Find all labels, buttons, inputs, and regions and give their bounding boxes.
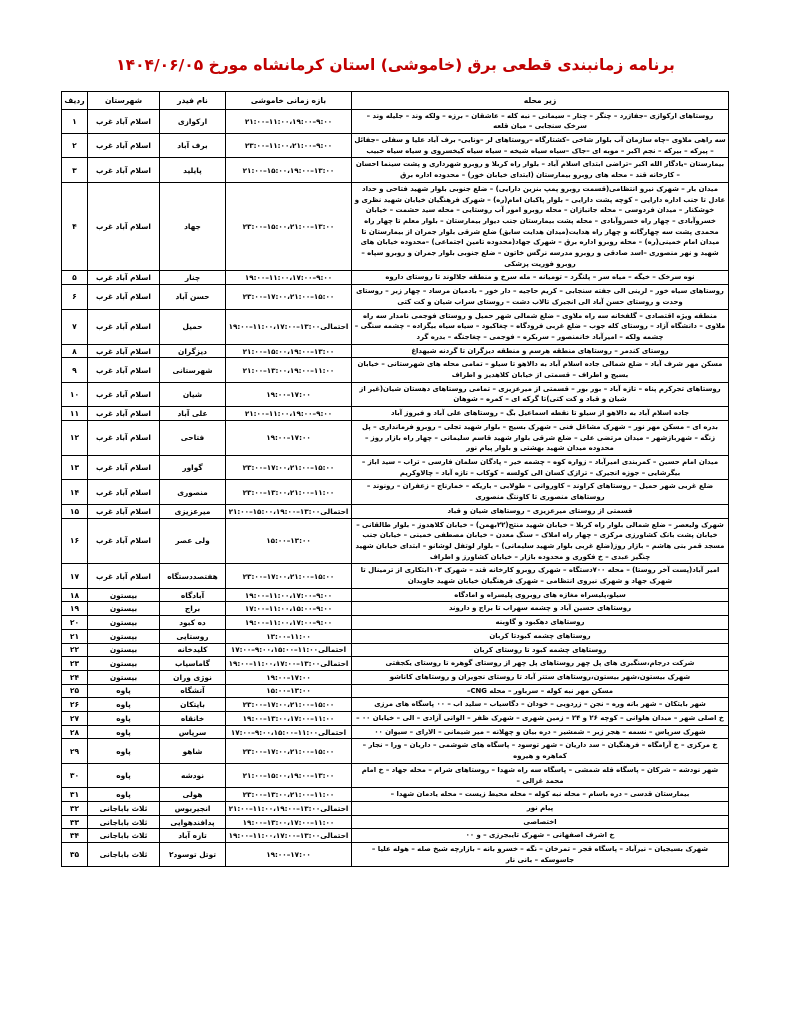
cell-time-range: احتمالی۱۳:۰۰–۱۵:۰۰،۱۹:۰۰–۲۱:۰۰ (226, 504, 352, 518)
cell-row-number: ۱۲ (62, 420, 88, 455)
cell-sub-area: شهرک بسیجیان – نیرآباد – پاسگاه قجر – تمرخان – نگه – خسرو بانه – بازارچه شیخ صله – هوله علیا – جاسوسکه – بانی نار (352, 843, 729, 867)
table-row (62, 504, 729, 518)
table-row (62, 382, 729, 406)
cell-city: اسلام آباد غرب (88, 109, 160, 133)
cell-row-number: ۷ (62, 309, 88, 344)
table-row (62, 843, 729, 867)
cell-feeder: شهرستانی (160, 358, 226, 382)
table-row (62, 788, 729, 802)
cell-sub-area: مسکن مهر شرف آباد – ضلع شمالی جاده اسلام آباد به دالاهو تا سیلو – تمامی محله های شهرستانی – خیابان بسیج و اطراف – قسمتی از خیابان کلاهدیز و اطراف (352, 358, 729, 382)
cell-feeder: حمیل (160, 309, 226, 344)
cell-time-range: ۱۱:۰۰–۱۳:۰۰،۱۹:۰۰–۲۱:۰۰ (226, 358, 352, 382)
cell-feeder: انجیربوس (160, 801, 226, 815)
cell-time-range: احتمالی۱۳:۰۰–۱۱:۰۰،۱۹:۰۰–۲۱:۰۰ (226, 801, 352, 815)
cell-row-number: ۳۰ (62, 763, 88, 787)
cell-feeder: ولی عصر (160, 518, 226, 564)
table-row (62, 564, 729, 588)
cell-city: بیستون (88, 629, 160, 643)
cell-time-range: احتمالی۱۱:۰۰–۹:۰۰،۱۵:۰۰–۱۷:۰۰ (226, 643, 352, 657)
cell-time-range: ۱۳:۰۰–۱۵:۰۰ (226, 684, 352, 698)
table-row (62, 616, 729, 630)
cell-row-number: ۱ (62, 109, 88, 133)
cell-feeder: روستایی (160, 629, 226, 643)
cell-time-range: احتمالی۱۳:۰۰–۱۱:۰۰،۱۷:۰۰–۱۹:۰۰ (226, 657, 352, 671)
cell-city: اسلام آباد غرب (88, 504, 160, 518)
cell-sub-area: سه راهی ملاوی –چاه سازمان آب بلوار شاخی –کشتارگاه –روستاهای لر –ونایی- برف آباد علیا و سفلی –جفائل – پیرکه – بیرکه – نجم اکبر – موبه ای –جاک –سیاه سیاه شیخه – سیاه سیاه کیخسروی و سیاه سیاه حبیب (352, 134, 729, 158)
cell-row-number: ۳۱ (62, 788, 88, 802)
cell-sub-area: خ مرکزی – خ آرامگاه – فرهنگیان – سد داریان – شهر توسود – پاسگاه های شوشمی – داریان – ورا – نجار – کماهره و هیروه (352, 739, 729, 763)
cell-sub-area: شهر نودشه – شرکان – پاسگاه قله شمشی – پاسگاه سه راه شهدا – روستاهای شرام – محله جهاد – خ امام محمد غزالی – (352, 763, 729, 787)
cell-city: پاوه (88, 712, 160, 726)
cell-time-range: ۱۱:۰۰–۱۳:۰۰،۲۱:۰۰–۲۳:۰۰ (226, 788, 352, 802)
table-row (62, 684, 729, 698)
table-row (62, 271, 729, 285)
cell-time-range: ۱۵:۰۰–۱۷:۰۰،۲۱:۰۰–۲۳:۰۰ (226, 455, 352, 479)
cell-time-range: ۱۵:۰۰–۱۷:۰۰،۲۱:۰۰–۲۳:۰۰ (226, 285, 352, 309)
cell-feeder: نودشه (160, 763, 226, 787)
table-row (62, 588, 729, 602)
cell-city: اسلام آباد غرب (88, 285, 160, 309)
cell-sub-area: بیمارستان قدسی – دره باسام – محله نبه کوله – محله محیط زیست – محله یادمان شهدا – (352, 788, 729, 802)
table-row (62, 134, 729, 158)
cell-sub-area: مسکن مهر نبه کوله – سرباور – محله CNG– (352, 684, 729, 698)
cell-city: بیستون (88, 670, 160, 684)
cell-feeder: چنار (160, 271, 226, 285)
cell-time-range: ۱۵:۰۰–۱۷:۰۰،۲۱:۰۰–۲۳:۰۰ (226, 698, 352, 712)
cell-feeder: توتل توسود۲ (160, 843, 226, 867)
table-row (62, 815, 729, 829)
cell-city: اسلام آباد غرب (88, 564, 160, 588)
cell-row-number: ۱۳ (62, 455, 88, 479)
cell-row-number: ۲۰ (62, 616, 88, 630)
cell-row-number: ۳۴ (62, 829, 88, 843)
column-header-city: شهرستان (88, 91, 160, 109)
cell-city: اسلام آباد غرب (88, 344, 160, 358)
cell-sub-area: روستاهای چشمه کبود تا روستای کربان (352, 643, 729, 657)
cell-feeder: برف آباد (160, 134, 226, 158)
cell-sub-area: پیام نور (352, 801, 729, 815)
cell-time-range: ۱۷:۰۰–۱۹:۰۰ (226, 420, 352, 455)
cell-row-number: ۲۲ (62, 643, 88, 657)
page-title: برنامه زمانبندی قطعی برق (خاموشی) استان کرمانشاه مورخ ۱۴۰۴/۰۶/۰۵ (116, 56, 675, 74)
cell-row-number: ۹ (62, 358, 88, 382)
cell-sub-area: سیلو،پلیسراه مغازه های روبروی پلیسراه و امادگاه (352, 588, 729, 602)
cell-sub-area: امیر آباد(پست آخر روستا) – محله ۷۰۰دستگاه – شهرک روبرو کارخانه قند – شهرک ۱۰۳ابتکاری از ترمینال تا شهرک جهاد و شهرک نیروی انتظامی – شهرک فرهنگیان خیابان شهید جاویدان (352, 564, 729, 588)
cell-row-number: ۱۱ (62, 407, 88, 421)
table-row (62, 358, 729, 382)
cell-feeder: میرعزیزی (160, 504, 226, 518)
cell-sub-area: روستاهای چشمه کبودتا کربان (352, 629, 729, 643)
cell-feeder: کلیدخانه (160, 643, 226, 657)
table-row (62, 698, 729, 712)
cell-sub-area: روستاهای حسین آباد و چشمه سهراب تا براج و داروند (352, 602, 729, 616)
cell-row-number: ۵ (62, 271, 88, 285)
cell-city: اسلام آباد غرب (88, 518, 160, 564)
cell-feeder: ده کبود (160, 616, 226, 630)
column-header-time-range: بازه زمانی خاموشی (226, 91, 352, 109)
cell-city: ثلاث باباجانی (88, 801, 160, 815)
column-header-row-number: ردیف (62, 91, 88, 109)
cell-feeder: براج (160, 602, 226, 616)
cell-time-range: احتمالی۱۳:۰۰–۱۱:۰۰،۱۷:۰۰–۱۹:۰۰ (226, 829, 352, 843)
cell-feeder: هولی (160, 788, 226, 802)
cell-row-number: ۲۱ (62, 629, 88, 643)
table-row (62, 420, 729, 455)
cell-city: اسلام آباد غرب (88, 455, 160, 479)
cell-sub-area: جاده اسلام آباد به دالاهو از سیلو تا نقطه اسماعیل بگ – روستاهای علی آباد و فیروز آباد (352, 407, 729, 421)
cell-feeder: سرپاس (160, 725, 226, 739)
cell-feeder: پدافندهوایی (160, 815, 226, 829)
cell-row-number: ۲۸ (62, 725, 88, 739)
cell-city: اسلام آباد غرب (88, 407, 160, 421)
cell-feeder: شاهو (160, 739, 226, 763)
cell-feeder: آبادگاه (160, 588, 226, 602)
table-row (62, 712, 729, 726)
cell-city: بیستون (88, 643, 160, 657)
cell-sub-area: شرکت درجام،سنگبری های پل چهر روستاهای پل چهر از روستای گوهره تا روستای یکجفتی (352, 657, 729, 671)
cell-row-number: ۱۶ (62, 518, 88, 564)
table-row (62, 109, 729, 133)
cell-city: بیستون (88, 602, 160, 616)
table-header-row (62, 91, 729, 109)
table-row (62, 480, 729, 504)
cell-feeder: دیزگران (160, 344, 226, 358)
cell-row-number: ۲۷ (62, 712, 88, 726)
cell-feeder: شیان (160, 382, 226, 406)
cell-city: پاوه (88, 788, 160, 802)
cell-sub-area: روستاهای سیاه خور – لرینی الی جفته سنجابی – کریم حاجیه – دار خور – بادمیان مرساد – چهار زبر – روستای وحدت و روستای حسن آباد الی انجیرک تالاب دشت – روستای سراب شیان و کت کتی (352, 285, 729, 309)
cell-sub-area: میدان امام حسین – کمربندی امیرآباد – زواره کوه – چشمه خیر – پادگان سلمان فارسی – تراب – سید اباز – بیگرشایی – جوزه انجیرک – ترازک کسان الی کولسه – کوکاب – تازه آباد – چالاوکریم (352, 455, 729, 479)
table-row (62, 643, 729, 657)
table-row (62, 829, 729, 843)
cell-time-range: ۱۱:۰۰–۱۳:۰۰،۱۷:۰۰–۱۹:۰۰ (226, 712, 352, 726)
cell-sub-area: منطقه ویژه اقتصادی – گلفخانه سه راه ملاوی – ضلع شمالی شهر حمیل و روستای فوجمی نامدار سه راه ملاوی – دانشگاه آزاد – روستای کله جوب – ضلع غربی فرودگاه – چغاکبود – سیاه سیاه بیگزاده – چشمه سنگی – چشمه ولکه – امیرآباد خانمنصور – سربکره – فوجمی – چغاجنگه – بدره گرد (352, 309, 729, 344)
cell-time-range: ۱۷:۰۰–۱۹:۰۰ (226, 670, 352, 684)
table-row (62, 725, 729, 739)
table-row (62, 407, 729, 421)
cell-feeder: خانقاه (160, 712, 226, 726)
table-row (62, 158, 729, 182)
cell-row-number: ۳۵ (62, 843, 88, 867)
cell-row-number: ۱۷ (62, 564, 88, 588)
table-row (62, 629, 729, 643)
outage-schedule-table (61, 91, 729, 868)
cell-sub-area: قسمتی از روستای میرعزیزی – روستاهای شیان و قباد (352, 504, 729, 518)
cell-time-range: ۹:۰۰–۱۱:۰۰،۲۱:۰۰–۲۳:۰۰ (226, 134, 352, 158)
cell-time-range: ۱۵:۰۰–۱۷:۰۰،۲۱:۰۰–۲۳:۰۰ (226, 564, 352, 588)
table-body (62, 109, 729, 867)
cell-sub-area: نوه سرخک – خیگه – میاه سر – پلنگرد – تومیانه – مله سرخ و منطقه جلالوند تا روستای داروه (352, 271, 729, 285)
cell-time-range: ۱۳:۰۰–۱۵:۰۰ (226, 518, 352, 564)
cell-city: اسلام آباد غرب (88, 420, 160, 455)
cell-city: پاوه (88, 684, 160, 698)
cell-city: اسلام آباد غرب (88, 182, 160, 271)
cell-row-number: ۱۴ (62, 480, 88, 504)
cell-time-range: ۹:۰۰–۱۱:۰۰،۱۷:۰۰–۱۹:۰۰ (226, 271, 352, 285)
cell-feeder: ارکوازی (160, 109, 226, 133)
cell-row-number: ۳۳ (62, 815, 88, 829)
table-row (62, 309, 729, 344)
cell-city: پاوه (88, 739, 160, 763)
cell-city: اسلام آباد غرب (88, 158, 160, 182)
cell-time-range: ۱۳:۰۰–۱۵:۰۰،۲۱:۰۰–۲۳:۰۰ (226, 182, 352, 271)
cell-row-number: ۲۴ (62, 670, 88, 684)
cell-row-number: ۱۹ (62, 602, 88, 616)
cell-row-number: ۸ (62, 344, 88, 358)
cell-row-number: ۱۸ (62, 588, 88, 602)
cell-sub-area: ضلع غربی شهر حمیل – روستاهای کراوند – کاوروانی – طولابی – باریکه – خمارناج – زعفران – رونوند – روستاهای منصوری تا کاونتگ منصوری (352, 480, 729, 504)
table-row (62, 763, 729, 787)
cell-sub-area: شهرک سرپاس – نسمه – هجر زبر – شمشیر – دره بیان و چهلانه – میر شیمانی – الارای – سیوان ۰۰ (352, 725, 729, 739)
table-header (62, 91, 729, 109)
table-row (62, 518, 729, 564)
cell-city: بیستون (88, 588, 160, 602)
cell-row-number: ۲ (62, 134, 88, 158)
cell-time-range: ۹:۰۰–۱۱:۰۰،۱۷:۰۰–۱۹:۰۰ (226, 616, 352, 630)
cell-city: اسلام آباد غرب (88, 382, 160, 406)
cell-feeder: نوژی وران (160, 670, 226, 684)
cell-time-range: ۱۷:۰۰–۱۹:۰۰ (226, 382, 352, 406)
cell-sub-area: روستاهای تجرکرم پناه – تازه آباد – بور بور – قسمتی از میرعزیزی – تمامی روستاهای دهستان شیان(غیر از شیان و قباد و کت کتی)تا گرکه ای – کمره – شوهان (352, 382, 729, 406)
cell-feeder: منصوری (160, 480, 226, 504)
cell-city: ثلاث باباجانی (88, 843, 160, 867)
cell-feeder: گاماسیاب (160, 657, 226, 671)
cell-row-number: ۳ (62, 158, 88, 182)
cell-sub-area: خ اشرف اصفهانی – شهرک تایبجرزی – و ۰۰ (352, 829, 729, 843)
column-header-sub-area: زیر محله (352, 91, 729, 109)
cell-time-range: ۹:۰۰–۱۱:۰۰،۱۷:۰۰–۱۹:۰۰ (226, 588, 352, 602)
cell-time-range: ۱۳:۰۰–۱۵:۰۰،۱۹:۰۰–۲۱:۰۰ (226, 763, 352, 787)
cell-row-number: ۶ (62, 285, 88, 309)
cell-sub-area: شهرک بیستون،شهر بیستون،روستاهای ستتر آباد تا روستای نجویران و روستاهای کاناشو (352, 670, 729, 684)
cell-time-range: ۹:۰۰–۱۱:۰۰،۱۹:۰۰–۲۱:۰۰ (226, 407, 352, 421)
cell-time-range: ۱۷:۰۰–۱۹:۰۰ (226, 843, 352, 867)
cell-feeder: جهاد (160, 182, 226, 271)
table-row (62, 739, 729, 763)
cell-time-range: احتمالی۱۱:۰۰–۹:۰۰،۱۵:۰۰–۱۷:۰۰ (226, 725, 352, 739)
cell-sub-area: بیمارستان –یادگار الله اکبر –تراضی ابتدای اسلام آباد – بلوار راه کربلا و روبرو شهرداری و پشت سینما احسان – کارخانه قند – محله های روبرو بیمارستان (ابتدای خیابان خور) – محدوده اداره برق (352, 158, 729, 182)
cell-city: ثلاث باباجانی (88, 829, 160, 843)
cell-time-range: ۹:۰۰–۱۱:۰۰،۱۵:۰۰–۱۷:۰۰ (226, 602, 352, 616)
cell-city: اسلام آباد غرب (88, 309, 160, 344)
cell-time-range: ۹:۰۰–۱۱:۰۰،۱۹:۰۰–۲۱:۰۰ (226, 109, 352, 133)
cell-city: پاوه (88, 763, 160, 787)
cell-city: اسلام آباد غرب (88, 271, 160, 285)
cell-sub-area: شهرک ولیعصر – ضلع شمالی بلوار راه کربلا – خیابان شهید منتج(۲۲بهمن) – خیابان کلاهدوز – بلوار طالقانی – خیابان پشت بانک کشاورزی مرکزی – چهار راه املاک – سنگ معدن – خیابان مصطفی خمینی – خیابان جنب مسجد قمر بنی هاشم – بازار روز(ضلع غربی بلوار شهید سلیمانی) – بلوار لوتفل لوشانو – ابتدای خیابان شهید چنگیز عبدی – خ فکوری و محدوده بازار – خیابان کشاورز و اطراف (352, 518, 729, 564)
cell-sub-area: میدان بار – شهرک نیرو انتظامی(قسمت روبرو پمپ بنزین دارایی) – ضلع جنوبی بلوار شهید فتاحی و حداد عادل تا جنب اداره دارایی – کوچه پشت دارایی – بلوار پاکبان امام(ره) – شهرک فرهنگیان خیابان شهید نظری و خوشکنار – میدان فردوسی – محله جانبازان – محله روبرو امور آب روستایی – محله سید حشمت – خیابان خسروآبادی – چهار راه خسروآبادی – محله پشت بیمارستان جنب دیوار بیمارستان – بلوار معلم تا چهار راه محمدی پشت سه چهارگانه و چهار راه هدایت(میدان هدایت سابق) ضلع شرقی بلوار جمران از بیمارستان تا میدان امام خمینی(ره) – محله روبرو اداره برق – شهرک جهاد(محدوده تامین اجتماعی) –محدوده خیابان های شهید و نهر منصوری –اسد صادقی و روبرو مدرسه نرگس خاتون – ضلع جنوبی بلوار جمران و روبرو سپاه –روبرو فوریت پزشکی (352, 182, 729, 271)
table-row (62, 455, 729, 479)
cell-feeder: آتشگاه (160, 684, 226, 698)
cell-row-number: ۴ (62, 182, 88, 271)
cell-feeder: علی آباد (160, 407, 226, 421)
cell-sub-area: خ اصلی شهر – میدان هلوانی – کوچه ۲۶ و ۲۴ – زمین شهری – شهرک ظفر – الوانی آزادی – الی – خیابان ۰۰ – (352, 712, 729, 726)
cell-feeder: فتاحی (160, 420, 226, 455)
cell-city: ثلاث باباجانی (88, 815, 160, 829)
cell-city: اسلام آباد غرب (88, 480, 160, 504)
table-row (62, 285, 729, 309)
cell-city: بیستون (88, 657, 160, 671)
column-header-feeder: نام فیدر (160, 91, 226, 109)
cell-feeder: بایتکان (160, 698, 226, 712)
cell-feeder: پایلید (160, 158, 226, 182)
cell-time-range: احتمالی۱۳:۰۰–۱۱:۰۰،۱۷:۰۰–۱۹:۰۰ (226, 309, 352, 344)
cell-feeder: گواور (160, 455, 226, 479)
cell-city: پاوه (88, 725, 160, 739)
cell-sub-area: روستای کندمر – روستاهای منطقه هرسم و منطقه دیزگران تا گردنه شیهداغ (352, 344, 729, 358)
cell-city: بیستون (88, 616, 160, 630)
table-row (62, 602, 729, 616)
cell-sub-area: اختصاصی (352, 815, 729, 829)
table-row (62, 182, 729, 271)
cell-row-number: ۱۵ (62, 504, 88, 518)
cell-sub-area: شهر بایتکان – شهر بانه وره – نجن – زردویی – خودان – دگاسیاب – سلید اب – ۰۰ پاسگاه های مرزی (352, 698, 729, 712)
cell-sub-area: روستاهای دهکبود و گاوبنه (352, 616, 729, 630)
table-row (62, 801, 729, 815)
table-row (62, 670, 729, 684)
cell-time-range: ۱۱:۰۰–۱۳:۰۰،۱۷:۰۰–۱۹:۰۰ (226, 815, 352, 829)
table-row (62, 344, 729, 358)
cell-row-number: ۲۹ (62, 739, 88, 763)
table-row (62, 657, 729, 671)
cell-row-number: ۳۲ (62, 801, 88, 815)
cell-row-number: ۲۵ (62, 684, 88, 698)
cell-time-range: ۱۳:۰۰–۱۵:۰۰،۱۹:۰۰–۲۱:۰۰ (226, 158, 352, 182)
cell-feeder: حسن آباد (160, 285, 226, 309)
cell-sub-area: روستاهای ارکوازی –جفازرد – چنگر – چنار – سیمانی – نبه کله – عاشقان – برزه – ولکه وند – جلیله وند – سرخک سنجابی – میان قلعه (352, 109, 729, 133)
cell-feeder: تازه آباد (160, 829, 226, 843)
cell-row-number: ۲۶ (62, 698, 88, 712)
cell-city: پاوه (88, 698, 160, 712)
cell-row-number: ۱۰ (62, 382, 88, 406)
cell-time-range: ۱۵:۰۰–۱۷:۰۰،۲۱:۰۰–۲۳:۰۰ (226, 739, 352, 763)
cell-city: اسلام آباد غرب (88, 134, 160, 158)
cell-feeder: هفتصددستگاه (160, 564, 226, 588)
cell-time-range: ۱۱:۰۰–۱۳:۰۰ (226, 629, 352, 643)
cell-row-number: ۲۳ (62, 657, 88, 671)
cell-time-range: ۱۱:۰۰–۱۳:۰۰،۲۱:۰۰–۲۳:۰۰ (226, 480, 352, 504)
cell-city: اسلام آباد غرب (88, 358, 160, 382)
cell-time-range: ۱۳:۰۰–۱۵:۰۰،۱۹:۰۰–۲۱:۰۰ (226, 344, 352, 358)
cell-sub-area: بدره ای – مسکن مهر نور – شهرک مشاغل فنی – شهرک بسیج – بلوار شهید تجلی – روبرو فرمانداری – پل زنگه – شهربازشهر – میدان مرتضی علی – ضلع شرقی بلوار شهید قاسم سلیمانی – چهار راه بازار روز – محدوده میدان شهید بهشتی و بلوار پیام نور (352, 420, 729, 455)
